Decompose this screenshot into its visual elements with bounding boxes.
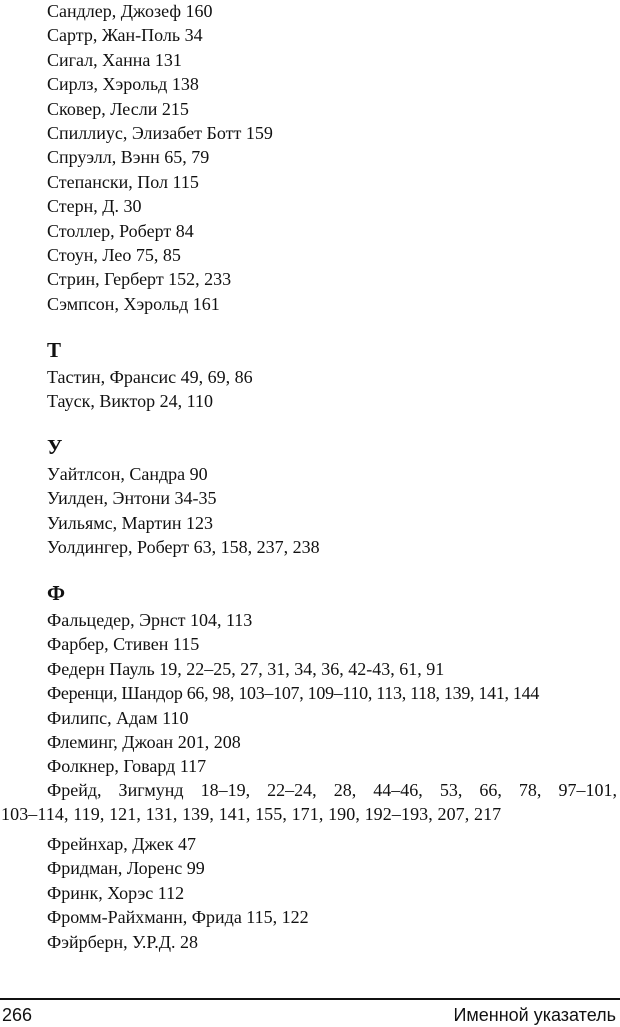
index-entry: Спруэлл, Вэнн 65, 79 [47, 147, 210, 168]
index-entry: Фрейнхар, Джек 47 [47, 834, 196, 854]
index-entry: Фальцедер, Эрнст 104, 113 [47, 610, 253, 630]
index-entry: Сирлз, Хэрольд 138 [47, 74, 199, 95]
footer-divider [0, 998, 620, 1000]
index-entry: Фарбер, Стивен 115 [47, 634, 200, 655]
index-entry: Стерн, Д. 30 [47, 196, 142, 217]
index-section-f [47, 581, 617, 779]
index-entry: Флеминг, Джоан 201, 208 [47, 732, 241, 753]
index-entry: Сартр, Жан-Поль 34 [47, 25, 203, 46]
index-entry-continuation: 103–114, 119, 121, 131, 139, 141, 155, 171, 190, 192–193, 207, 217 [1, 804, 502, 824]
index-entry: Уайтлсон, Сандра 90 [47, 464, 208, 484]
index-entry: Сигал, Ханна 131 [47, 49, 182, 70]
index-entry: Уолдингер, Роберт 63, 158, 237, 238 [47, 537, 320, 558]
index-entry: Фэйрберн, У.Р.Д. 28 [47, 931, 198, 952]
section-letter-u: У [47, 435, 63, 459]
index-entry: Тауск, Виктор 24, 110 [47, 391, 213, 412]
index-section-u [47, 435, 617, 560]
index-entry: Сандлер, Джозеф 160 [47, 1, 213, 21]
index-entry-freud [1, 778, 617, 826]
index-entry: Уилден, Энтони 34-35 [47, 488, 217, 509]
index-section-t [47, 338, 617, 414]
index-entry: Столлер, Роберт 84 [47, 220, 194, 241]
index-entry: Фридман, Лоренс 99 [47, 858, 205, 879]
index-entry: Ференци, Шандор 66, 98, 103–107, 109–110, 113, 118, 139, 141, 144 [47, 683, 540, 704]
index-entry: Стоун, Лео 75, 85 [47, 245, 181, 266]
index-entry: Фолкнер, Говард 117 [47, 756, 207, 777]
index-entry: Стрин, Герберт 152, 233 [47, 269, 232, 290]
index-entry: Спиллиус, Элизабет Ботт 159 [47, 123, 273, 144]
index-entry: Тастин, Франсис 49, 69, 86 [47, 367, 253, 387]
index-entry: Степански, Пол 115 [47, 171, 199, 192]
section-letter-t: Т [47, 338, 62, 362]
index-entry: Фринк, Хорэс 112 [47, 882, 185, 903]
index-entry: Сэмпсон, Хэрольд 161 [47, 293, 220, 314]
index-section-f-continued [47, 832, 617, 954]
index-entry: Сковер, Лесли 215 [47, 98, 189, 119]
index-entry-line: Фрейд, Зигмунд 18–19, 22–24, 28, 44–46, 53, 66, 78, 97–101, [47, 780, 617, 800]
index-section-s-continued [47, 0, 617, 316]
index-entry: Филипс, Адам 110 [47, 707, 189, 728]
index-entry: Фромм-Райхманн, Фрида 115, 122 [47, 907, 309, 928]
page-number: 266 [2, 1005, 33, 1025]
index-entry: Уильямс, Мартин 123 [47, 512, 214, 533]
section-letter-f: Ф [47, 581, 66, 605]
index-entry: Федерн Пауль 19, 22–25, 27, 31, 34, 36, 42-43, 61, 91 [47, 658, 445, 679]
running-footer-title: Именной указатель [453, 1005, 616, 1025]
